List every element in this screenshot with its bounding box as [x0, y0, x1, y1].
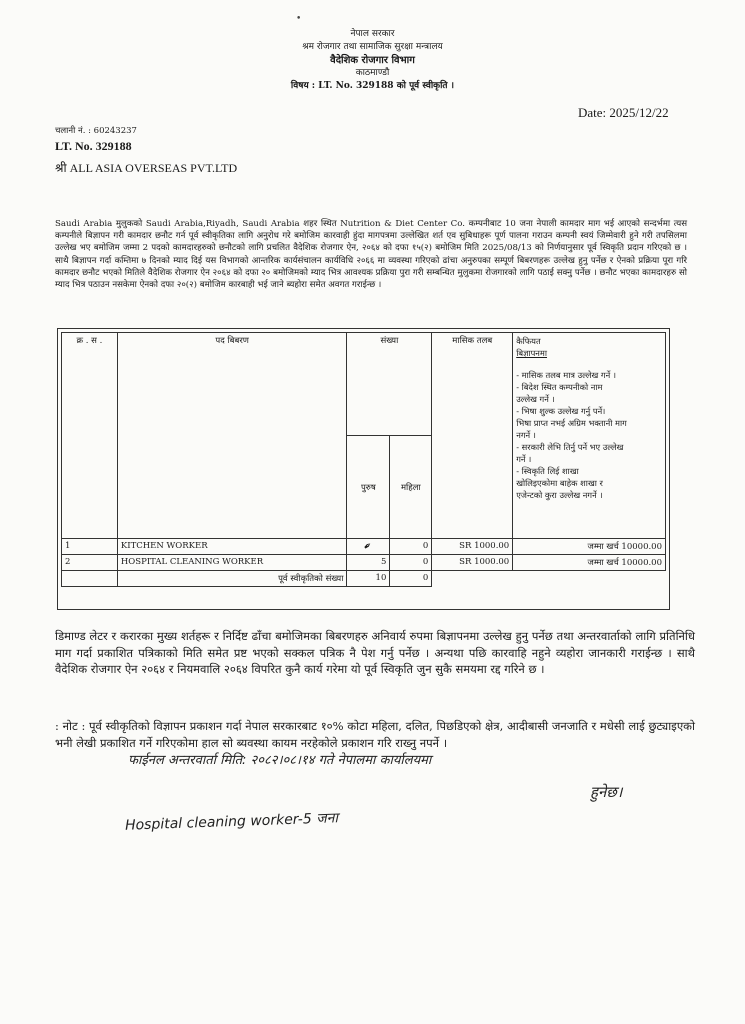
- header-count: संख्या: [347, 333, 432, 436]
- letter-date: Date: 2025/12/22: [578, 105, 669, 120]
- remarks-line: एजेन्टको कुरा उल्लेख नगर्ने ।: [516, 490, 603, 500]
- row-male: [347, 539, 390, 555]
- table-total-row: [62, 571, 666, 587]
- table-row: [62, 555, 666, 571]
- pen-mark-icon: ✒: [361, 539, 376, 554]
- lt-number: LT. No. 329188: [55, 139, 132, 153]
- total-label: पूर्व स्वीकृतिको संख्या: [117, 571, 347, 587]
- total-sn: [62, 571, 118, 587]
- row-sn: 1: [62, 539, 118, 555]
- remarks-title: कैफियत: [516, 336, 541, 346]
- handwritten-interview-note: फाईनल अन्तरवार्ता मिति: २०८२।०८।१४ गते नेपालमा कार्यालयमा: [128, 753, 432, 768]
- row-salary: SR 1000.00: [432, 555, 513, 571]
- header-male: पुरुष: [347, 436, 390, 539]
- approval-table: [61, 332, 666, 587]
- row-female: 0: [390, 555, 432, 571]
- remarks-line: - भिषा शुल्क उल्लेख गर्नु पर्ने।: [516, 406, 606, 416]
- row-post: KITCHEN WORKER: [117, 539, 347, 555]
- header-line-4: काठमाण्डौ: [355, 68, 390, 78]
- remarks-line: गर्ने ।: [516, 454, 532, 464]
- remarks-line: - बिदेश स्थित कम्पनीको नाम: [516, 382, 603, 392]
- header-female: महिला: [390, 436, 432, 539]
- row-total: जम्मा खर्च 10000.00: [513, 555, 666, 571]
- approval-table-frame: [57, 328, 670, 610]
- remarks-cell: [513, 333, 666, 539]
- remarks-subtitle: बिज्ञापनमा: [516, 348, 548, 358]
- total-empty: [432, 571, 513, 587]
- total-female: 0: [390, 571, 432, 587]
- row-post: HOSPITAL CLEANING WORKER: [117, 555, 347, 571]
- header-line-2: श्रम रोजगार तथा सामाजिक सुरक्षा मन्त्रालय: [302, 42, 443, 52]
- table-row: [62, 539, 666, 555]
- header-line-3: वैदेशिक रोजगार विभाग: [330, 55, 415, 66]
- note-paragraph: : नोट : पूर्व स्वीकृतिको विज्ञापन प्रकाशन गर्दा नेपाल सरकारबाट १०% कोटा महिला, दलित, पिछडिएको क्षेत्र, आदीबासी जनजाति र मधेसी लाई छुट्याइएको भनी लेखी प्रकाशित गर्ने गरिएकोमा हाल सो ब्यवस्था कायम नरहेकोले प्रकाशन गरि राख्नु नपर्ने ।: [55, 719, 695, 750]
- handwritten-note-end: हुनेछ।: [590, 783, 623, 801]
- remarks-line: - सरकारी लेभि तिर्नु पर्ने भए उल्लेख: [516, 442, 624, 452]
- row-male: 5: [347, 555, 390, 571]
- remarks-line: भिषा प्राप्त नभई अग्रिम भक्तानी माग: [516, 418, 627, 428]
- header-mark: •: [296, 14, 302, 24]
- remarks-line: नगर्ने ।: [516, 430, 536, 440]
- row-female: 0: [390, 539, 432, 555]
- remarks-line: - मासिक तलब मात्र उल्लेख गर्ने ।: [516, 370, 616, 380]
- handwritten-worker-count: Hospital cleaning worker-5 जना: [124, 810, 339, 834]
- total-male: 10: [347, 571, 390, 587]
- row-sn: 2: [62, 555, 118, 571]
- letterhead: [0, 28, 745, 93]
- footer-paragraph: डिमाण्ड लेटर र करारका मुख्य शर्तहरू र निर्दिष्ट ढाँचा बमोजिमका बिबरणहरु अनिवार्य रुपमा बिज्ञापनमा उल्लेख हुनु पर्नेछ तथा अन्तरवार्ताको लागि प्रतिनिधि माग गर्दा प्रकाशित पत्रिकाको मिति समेत प्रष्ट भएको सक्कल पत्रिक नै पेश गर्नु पर्नेछ । अन्यथा पछि कारवाहि नहुने व्यहोरा जानकारी गराईन्छ । साथै वैदेशिक रोजगार ऐन २०६४ र नियमवालि २०६४ विपरित कुनै कार्य गरेमा यो पूर्व स्विकृति जुन सुकै समयमा रद्द गरिने छ ।: [55, 629, 695, 676]
- company-name: श्री ALL ASIA OVERSEAS PVT.LTD: [55, 161, 238, 175]
- header-sn: क्र . स .: [62, 333, 118, 539]
- row-salary: SR 1000.00: [432, 539, 513, 555]
- header-line-1: नेपाल सरकार: [350, 29, 395, 39]
- remarks-line: उल्लेख गर्ने ।: [516, 394, 555, 404]
- total-empty: [513, 571, 666, 587]
- subject-suffix: को पूर्व स्वीकृति ।: [393, 81, 455, 91]
- body-paragraph: Saudi Arabia मुलुकको Saudi Arabia,Riyadh, Saudi Arabia शहर स्थित Nutrition & Diet Center Co. कम्पनीबाट 10 जना नेपाली कामदार माग भई आएको सन्दर्भमा त्यस कम्पनीले बिज्ञापन गरी कामदार छनौट गर्न पूर्व स्वीकृतिका लागि अनुरोध गरे बमोजिम कारवाही हुंदा मागपत्रमा उल्लेखित शर्त एव सुबिधाहरू पूर्ण पालना गराउन कम्पनी स्वयं जिम्मेवारी हुने गरी तपसिलमा उल्लेख भए बमोजिम जम्मा 2 पदको कामदारहरुको छनौटको लागि प्रचलित वैदेशिक रोजगार ऐन, २०६४ को दफा १५(२) बमोजिम मिति 2025/08/13 को निर्णयानुसार पूर्व स्विकृति प्रदान गरिएको छ । साथै बिज्ञापन गर्दा कम्तिमा ७ दिनको म्याद दिई यस विभागको आन्तरिक कार्यसंचालन कार्यविधि २०६६ मा व्यवस्था गरिएको ढांचा अनुरुपका सम्पूर्ण बिबरणहरू उल्लेख हुनु पर्नेछ र ऐनको प्रक्रिया पूरा गरि कामदार छनौट भएको मितिले वैदेशिक रोजगार ऐन २०६४ को दफा २० बमोजिमको म्याद भित्र आवश्यक प्रक्रिया पुरा गरी सम्बन्धित मुलुकमा रोजगारको लागि पठाई सक्नु पर्नेछ । छनौट भएका कामदारहरु सो म्याद भित्र पठाउन नसकेमा ऐनको दफा २०(२) बमोजिम कारबाही भई जाने ब्यहोरा समेत अवगत गराईन्छ ।: [55, 219, 687, 291]
- chalani-number: चलानी नं. : 60243237: [55, 126, 137, 136]
- subject-prefix: विषय : LT. No. 329188: [290, 81, 394, 91]
- remarks-line: खोलिइएकोमा बाहेक शाखा र: [516, 478, 603, 488]
- row-total: जम्मा खर्च 10000.00: [513, 539, 666, 555]
- header-salary: मासिक तलब: [432, 333, 513, 539]
- header-post: पद बिबरण: [117, 333, 347, 539]
- subject-line: [0, 80, 745, 93]
- remarks-line: - स्विकृति लिई शाखा: [516, 466, 579, 476]
